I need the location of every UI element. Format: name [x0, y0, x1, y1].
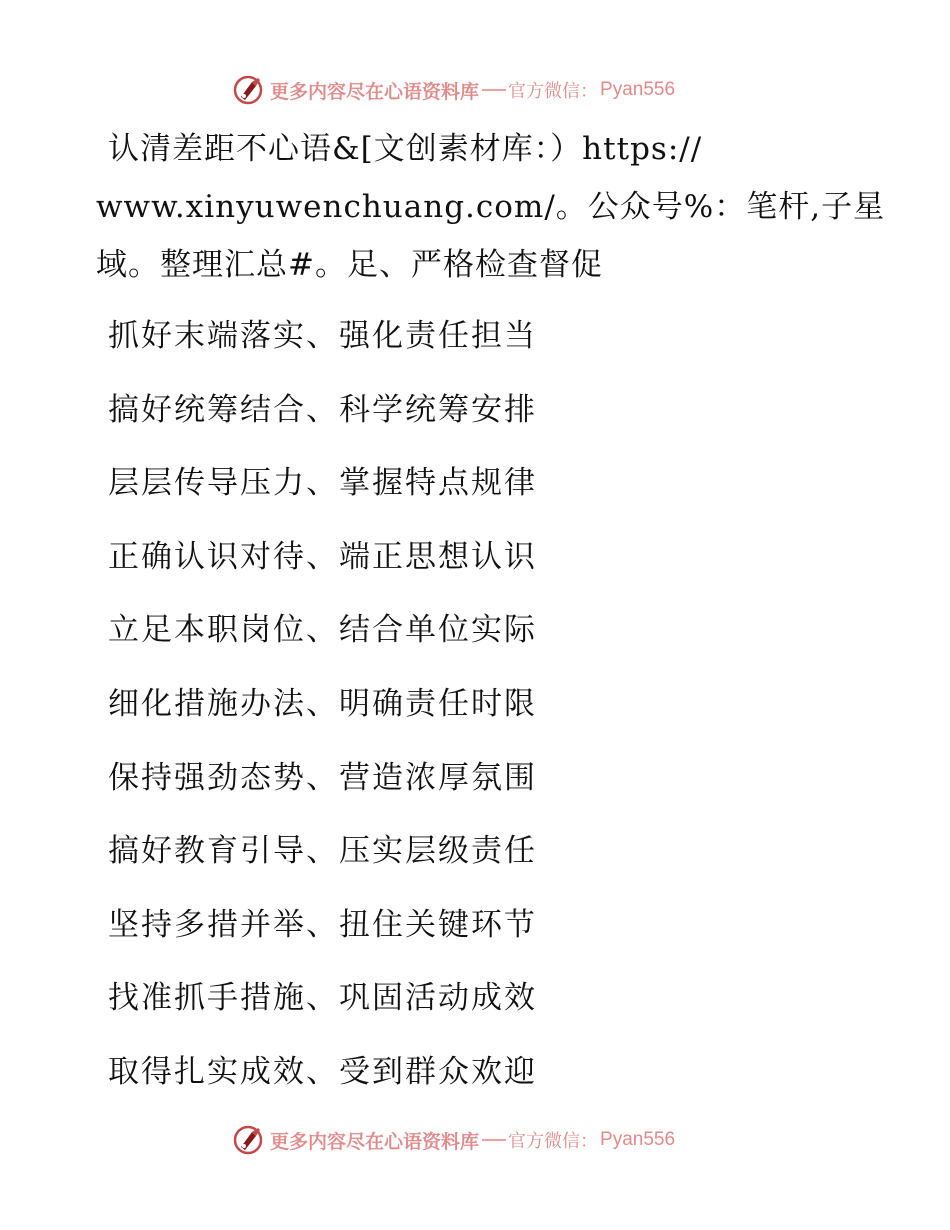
phrase-list: [108, 306, 537, 1116]
footer-dash-divider: [482, 1139, 506, 1141]
list-item: 搞好统筹结合、科学统筹安排: [108, 391, 537, 428]
list-item: 搞好教育引导、压实层级责任: [108, 833, 537, 870]
footer-wechat-label: 官方微信：: [508, 1131, 599, 1152]
footer-wechat-id: Pyan556: [600, 1129, 676, 1150]
list-item: 坚持多措并举、扭住关键环节: [108, 906, 537, 943]
list-item: 层层传导压力、掌握特点规律: [108, 465, 537, 502]
intro-line-1: 认清差距不心语&[文创素材库：）https://: [108, 131, 703, 167]
footer-site-name: 更多内容尽在心语资料库: [270, 1130, 480, 1153]
header-site-name: 更多内容尽在心语资料库: [270, 80, 480, 103]
intro-line-3: 域。整理汇总#。足、严格检查督促: [96, 247, 603, 283]
list-item: 细化措施办法、明确责任时限: [108, 685, 537, 722]
footer-watermark: [232, 1122, 675, 1158]
header-wechat-id: Pyan556: [600, 79, 676, 100]
pen-nib-logo-icon: [232, 1124, 264, 1156]
header-wechat-label: 官方微信：: [508, 81, 599, 102]
list-item: 找准抓手措施、巩固活动成效: [108, 980, 537, 1017]
intro-paragraph: [96, 120, 886, 294]
list-item: 正确认识对待、端正思想认识: [108, 538, 537, 575]
intro-line-2: www.xinyuwenchuang.com/。公众号%：笔杆,子星: [96, 189, 886, 225]
header-watermark: [232, 72, 675, 108]
list-item: 取得扎实成效、受到群众欢迎: [108, 1053, 537, 1090]
list-item: 保持强劲态势、营造浓厚氛围: [108, 759, 537, 796]
list-item: 抓好末端落实、强化责任担当: [108, 318, 537, 354]
pen-nib-logo-icon: [232, 74, 264, 106]
header-dash-divider: [482, 89, 506, 91]
list-item: 立足本职岗位、结合单位实际: [108, 612, 537, 649]
